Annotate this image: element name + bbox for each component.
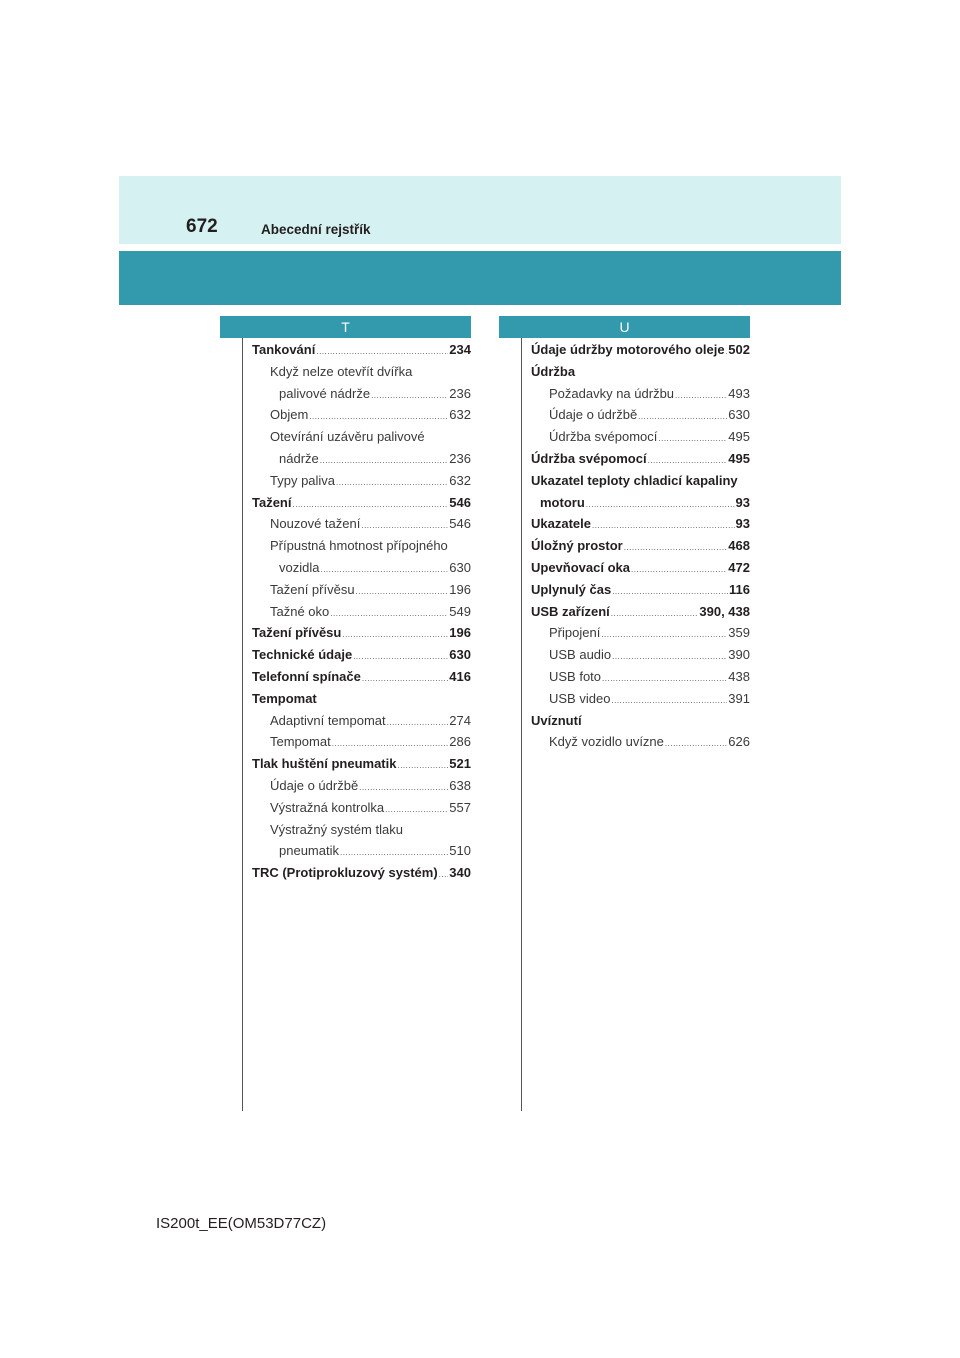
dot-leader [439,864,449,886]
dot-leader [638,406,727,428]
index-entry [252,492,471,514]
index-entry [531,688,750,710]
index-entry-page: 630 [449,559,471,575]
index-entry-label: Tažení [252,494,292,510]
index-entry-label: TRC (Protiprokluzový systém) [252,865,438,881]
index-entry [252,731,471,753]
dot-leader [353,646,448,668]
index-entry-page: 549 [449,603,471,619]
index-entry-label: Nouzové tažení [270,516,361,532]
page-title: Abecední rejstřík [261,222,371,237]
index-entry-label: pneumatik [279,843,339,859]
index-entry-label: Objem [270,407,309,423]
index-entry [252,383,471,405]
column-divider-left [242,338,243,1111]
index-entry [252,666,471,688]
index-entry [252,753,471,775]
index-entry-page: 391 [728,690,750,706]
index-entry-page: 521 [449,756,471,772]
index-entry [252,797,471,819]
index-entry [252,535,471,557]
index-entry-page: 632 [449,407,471,423]
index-entry [531,622,750,644]
index-entry-page: 234 [449,342,471,357]
index-entry-page: 502 [728,342,750,357]
index-entry-label: Připojení [549,625,601,641]
index-entry-page: 116 [729,581,750,597]
index-entry-label: palivové nádrže [279,385,371,401]
index-entry [531,710,750,732]
index-entry-label: Tempomat [252,690,317,706]
dot-leader [612,646,727,668]
dot-leader [320,450,449,472]
index-entry-label: Tankování [252,342,316,357]
index-entry-label: Přípustná hmotnost přípojného [270,538,448,554]
index-entry-page: 546 [449,494,471,510]
index-entry-label: USB zařízení [531,603,610,619]
column-divider-right [521,338,522,1111]
dot-leader [586,494,735,516]
index-entry [252,448,471,470]
index-entry [531,448,750,470]
index-entry [531,644,750,666]
index-entry [531,404,750,426]
index-entry-label: Požadavky na údržbu [549,385,675,401]
dot-leader [658,428,727,450]
dot-leader [397,755,448,777]
index-entry-page: 390, 438 [699,603,750,619]
index-entry-label: Ukazatel teploty chladicí kapaliny [531,472,738,488]
index-entry-page: 274 [449,712,471,728]
index-entry-label: Údaje údržby motorového oleje [531,342,725,357]
index-entry-page: 196 [449,581,471,597]
index-entry [531,601,750,623]
index-entry-page: 390 [728,647,750,663]
index-entry-label: Upevňovací oka [531,559,630,575]
index-entry-page: 93 [735,494,750,510]
index-entry [252,601,471,623]
index-entry [531,383,750,405]
dot-leader [592,515,735,537]
index-entry-label: Když nelze otevřít dvířka [270,363,413,379]
index-entry-label: Ukazatele [531,516,591,532]
index-entry-label: Tlak huštění pneumatik [252,756,397,772]
dot-leader [340,842,448,864]
index-entry [252,622,471,644]
dot-leader [316,341,448,363]
index-entry-page: 626 [728,734,750,750]
index-entry-label: Telefonní spínače [252,668,361,684]
index-entry [531,492,750,514]
index-entry-page: 196 [449,625,471,641]
dot-leader [602,668,727,690]
index-entry-label: USB video [549,690,611,706]
index-entry [252,470,471,492]
index-entry [252,513,471,535]
index-entry [531,731,750,753]
index-entry-label: Uvíznutí [531,712,582,728]
index-entry-label: Údržba svépomocí [531,450,647,466]
index-entry-label: nádrže [279,450,319,466]
index-entry-page: 359 [728,625,750,641]
document-code: IS200t_EE(OM53D77CZ) [156,1215,327,1232]
index-entry-label: Tažné oko [270,603,330,619]
index-entry-page: 468 [728,538,750,554]
index-entry-page: 630 [728,407,750,423]
index-entry-label: Údržba svépomocí [549,429,658,445]
dot-leader [359,777,448,799]
index-entry-label: Tažení přívěsu [252,625,342,641]
index-entry-label: Uplynulý čas [531,581,612,597]
index-entry [252,688,471,710]
dot-leader [332,733,449,755]
index-entry-label: Údaje o údržbě [549,407,638,423]
index-entry [531,513,750,535]
dot-leader [631,559,727,581]
dot-leader [601,624,727,646]
index-entry [252,361,471,383]
index-entry [252,862,471,884]
dot-leader [385,799,448,821]
index-entry [531,426,750,448]
dot-leader [356,581,449,603]
dot-leader [387,712,449,734]
index-entry-label: Otevírání uzávěru palivové [270,429,425,445]
index-entry-label: Tažení přívěsu [270,581,355,597]
index-entry-label: motoru [540,494,585,510]
index-entry [252,339,471,361]
index-entry [531,557,750,579]
index-entry-label: USB audio [549,647,612,663]
index-entry-page: 236 [449,450,471,466]
index-entry-page: 93 [735,516,750,532]
dot-leader [612,581,728,603]
index-entry-label: Tempomat [270,734,331,750]
index-entry [531,535,750,557]
index-column-u [531,339,750,753]
page-number: 672 [186,216,218,237]
index-entry [252,557,471,579]
index-entry-page: 632 [449,472,471,488]
index-entry-label: Úložný prostor [531,538,623,554]
dot-leader [330,603,448,625]
index-entry-label: Údaje o údržbě [270,777,359,793]
dot-leader [309,406,448,428]
index-entry-page: 340 [449,865,471,881]
dot-leader [611,690,727,712]
index-entry-page: 416 [449,668,471,684]
index-entry [252,710,471,732]
index-entry [252,840,471,862]
index-entry-page: 472 [728,559,750,575]
letter-heading-u: U [499,316,750,338]
index-entry [531,666,750,688]
dot-leader [648,450,728,472]
section-band [119,251,841,305]
index-entry-label: vozidla [279,559,320,575]
index-entry-page: 236 [449,385,471,401]
index-entry-page: 557 [449,799,471,815]
dot-leader [336,472,448,494]
index-entry-page: 286 [449,734,471,750]
index-entry-page: 495 [728,429,750,445]
index-entry [531,579,750,601]
index-entry [252,775,471,797]
index-entry [252,426,471,448]
index-entry-page: 630 [449,647,471,663]
index-entry-label: USB foto [549,668,602,684]
index-entry-page: 510 [449,843,471,859]
dot-leader [371,385,448,407]
index-entry-label: Údržba [531,363,576,379]
index-entry [252,644,471,666]
index-entry-label: Výstražná kontrolka [270,799,385,815]
index-entry-label: Když vozidlo uvízne [549,734,664,750]
header-band [119,176,841,244]
dot-leader [665,733,727,755]
index-entry [531,361,750,383]
index-entry [531,339,750,361]
dot-leader [320,559,448,581]
index-entry-page: 495 [728,450,750,466]
index-entry-label: Technické údaje [252,647,353,663]
index-entry-label: Typy paliva [270,472,336,488]
index-entry-page: 438 [728,668,750,684]
index-entry [252,579,471,601]
index-entry-page: 546 [449,516,471,532]
index-entry [531,470,750,492]
dot-leader [624,537,728,559]
index-entry-page: 638 [449,777,471,793]
dot-leader [611,603,699,625]
index-entry [252,404,471,426]
dot-leader [362,668,448,690]
letter-heading-t: T [220,316,471,338]
index-column-t [252,339,471,884]
dot-leader [293,494,449,516]
dot-leader [726,341,728,363]
index-entry-label: Výstražný systém tlaku [270,821,403,837]
dot-leader [342,624,448,646]
index-entry-page: 493 [728,385,750,401]
index-entry-label: Adaptivní tempomat [270,712,386,728]
dot-leader [675,385,727,407]
dot-leader [361,515,448,537]
index-entry [252,819,471,841]
